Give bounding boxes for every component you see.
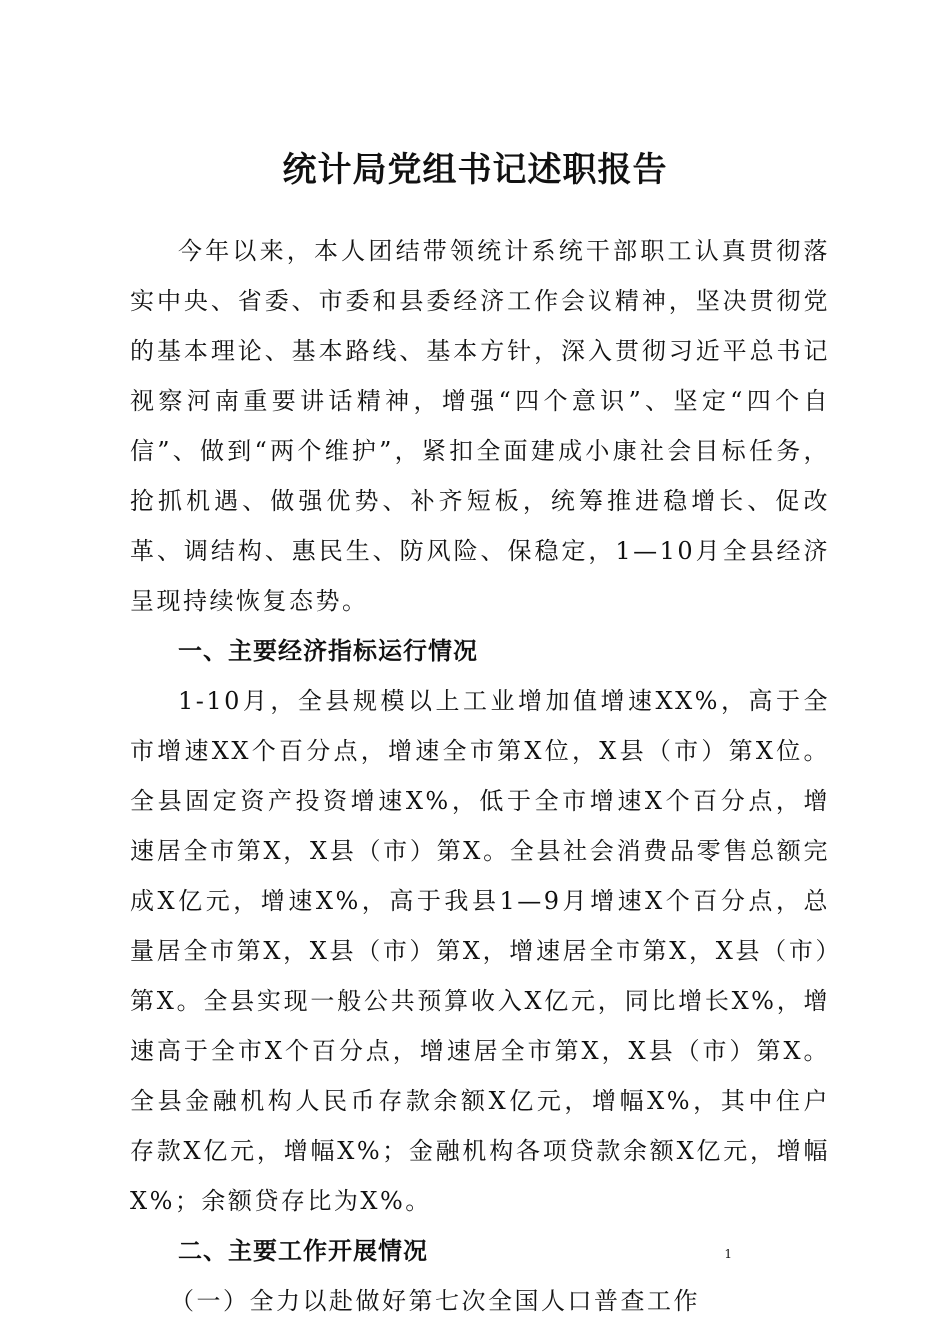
document-title: 统计局党组书记述职报告 xyxy=(282,150,668,190)
page-number: 1 xyxy=(724,1247,732,1261)
subsection-heading-census: （一）全力以赴做好第七次全国人口普查工作 xyxy=(170,1287,700,1315)
intro-paragraph: 今年以来，本人团结带领统计系统干部职工认真贯彻落实中央、省委、市委和县委经济工作会议精神，坚决贯彻党的基本理论、基本路线、基本方针，深入贯彻习近平总书记视察河南重要讲话精神，增强“四个意识”、坚定“四个自信”、做到“两个维护”，紧扣全面建成小康社会目标任务，抢抓机遇、做强优势、补齐短板，统筹推进稳增长、促改革、调结构、惠民生、防风险、保稳定，1—10月全县经济呈现持续恢复态势。 xyxy=(130,237,830,615)
document-body xyxy=(130,226,830,1326)
section-heading-work-progress: 二、主要工作开展情况 xyxy=(178,1237,428,1265)
section-heading-economic-indicators: 一、主要经济指标运行情况 xyxy=(178,637,478,665)
economic-indicators-paragraph: 1-10月，全县规模以上工业增加值增速XX%，高于全市增速XX个百分点，增速全市第X位，X县（市）第X位。全县固定资产投资增速X%，低于全市增速X个百分点，增速居全市第X，X县（市）第X。全县社会消费品零售总额完成X亿元，增速X%，高于我县1—9月增速X个百分点，总量居全市第X，X县（市）第X，增速居全市第X，X县（市）第X。全县实现一般公共预算收入X亿元，同比增长X%，增速高于全市X个百分点，增速居全市第X，X县（市）第X。全县金融机构人民币存款余额X亿元，增幅X%，其中住户存款X亿元，增幅X%；金融机构各项贷款余额X亿元，增幅X%；余额贷存比为X%。 xyxy=(130,687,830,1215)
